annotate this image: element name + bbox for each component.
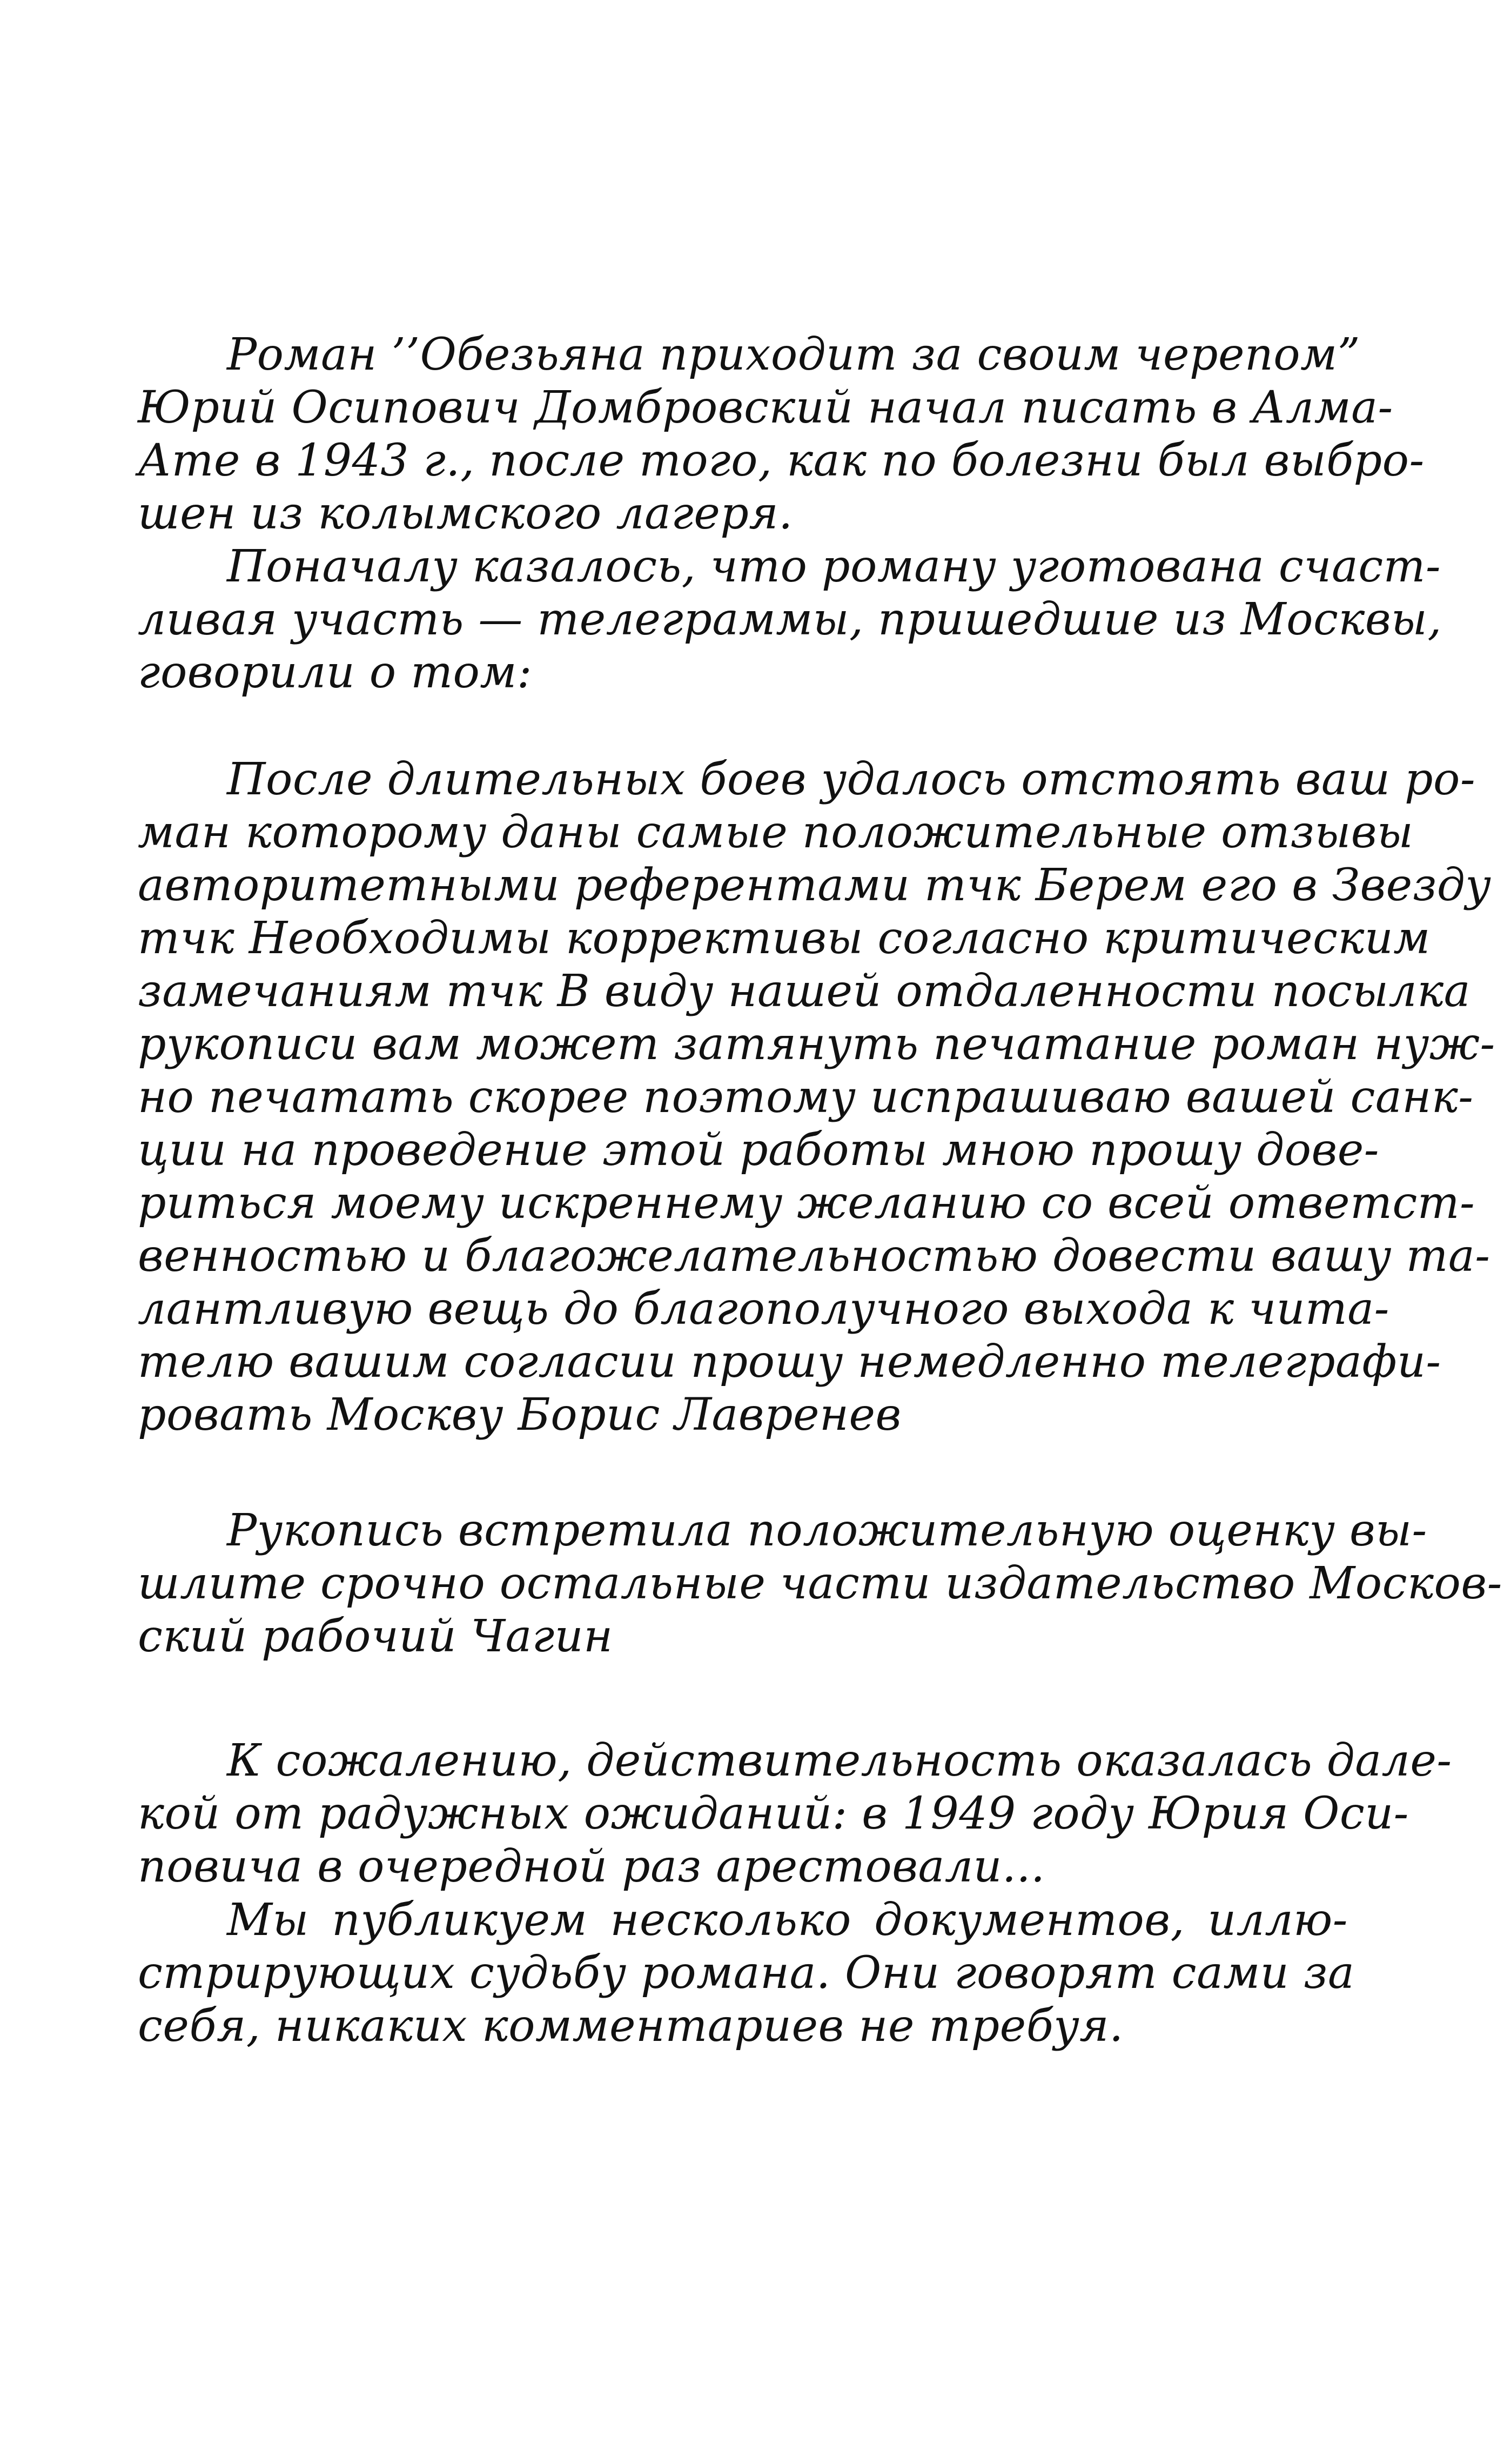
fate-paragraph <box>138 540 1442 699</box>
reality-paragraph <box>138 1735 1452 1893</box>
text-line: ливая участь — телеграммы, пришедшие из Москвы, <box>138 594 1442 645</box>
text-line: риться моему искреннему желанию со всей ответст- <box>138 1177 1475 1229</box>
text-line: Юрий Осипович Домбровский начал писать в Алма- <box>138 382 1393 433</box>
intro-paragraph <box>138 329 1425 540</box>
text-line: Рукопись встретила положительную оценку вы- <box>227 1505 1427 1556</box>
text-line: телю вашим согласии прошу немедленно телеграфи- <box>138 1336 1441 1388</box>
text-line: ровать Москву Борис Лавренев <box>138 1389 902 1441</box>
documents-paragraph <box>138 1894 1355 2053</box>
text-line: ции на проведение этой работы мною прошу дове- <box>138 1124 1379 1176</box>
text-line: говорили о том: <box>138 647 532 698</box>
text-line: повича в очередной раз арестовали... <box>138 1841 1045 1892</box>
text-line: Мы публикуем несколько документов, иллю- <box>227 1894 1348 1946</box>
text-line: себя, никаких комментариев не требуя. <box>138 2000 1124 2052</box>
telegram-lavrenev <box>138 753 1495 1442</box>
text-line: К сожалению, действительность оказалась дале- <box>227 1735 1452 1786</box>
text-line: ман которому даны самые положительные отзывы <box>138 807 1414 858</box>
text-line: замечаниям тчк В виду нашей отдаленности посылка <box>138 966 1471 1017</box>
text-line: но печатать скорее поэтому испрашиваю вашей санк- <box>138 1072 1474 1123</box>
text-line: тчк Необходимы коррективы согласно критическим <box>138 913 1431 964</box>
text-line: стрирующих судьбу романа. Они говорят сами за <box>138 1947 1355 1999</box>
text-line: авторитетными референтами тчк Берем его в Звезду <box>138 860 1492 911</box>
text-line: ский рабочий Чагин <box>138 1611 613 1662</box>
telegram-chagin <box>138 1504 1502 1663</box>
text-line: кой от радужных ожиданий: в 1949 году Юрия Оси- <box>138 1788 1409 1839</box>
text-line: рукописи вам может затянуть печатание роман нуж- <box>138 1019 1495 1070</box>
text-line: После длительных боев удалось отстоять ваш ро- <box>227 754 1476 805</box>
text-line: шлите срочно остальные части издательство Москов- <box>138 1558 1502 1609</box>
text-line: лантливую вещь до благополучного выхода к чита- <box>138 1283 1389 1335</box>
text-line: Поначалу казалось, что роману уготована счаст- <box>227 541 1441 592</box>
text-line: шен из колымского лагеря. <box>138 488 793 539</box>
text-line: Роман ’’Обезьяна приходит за своим черепом” <box>227 329 1361 380</box>
text-line: венностью и благожелательностью довести вашу та- <box>138 1230 1490 1282</box>
text-line: Ате в 1943 г., после того, как по болезни был выбро- <box>138 435 1425 486</box>
